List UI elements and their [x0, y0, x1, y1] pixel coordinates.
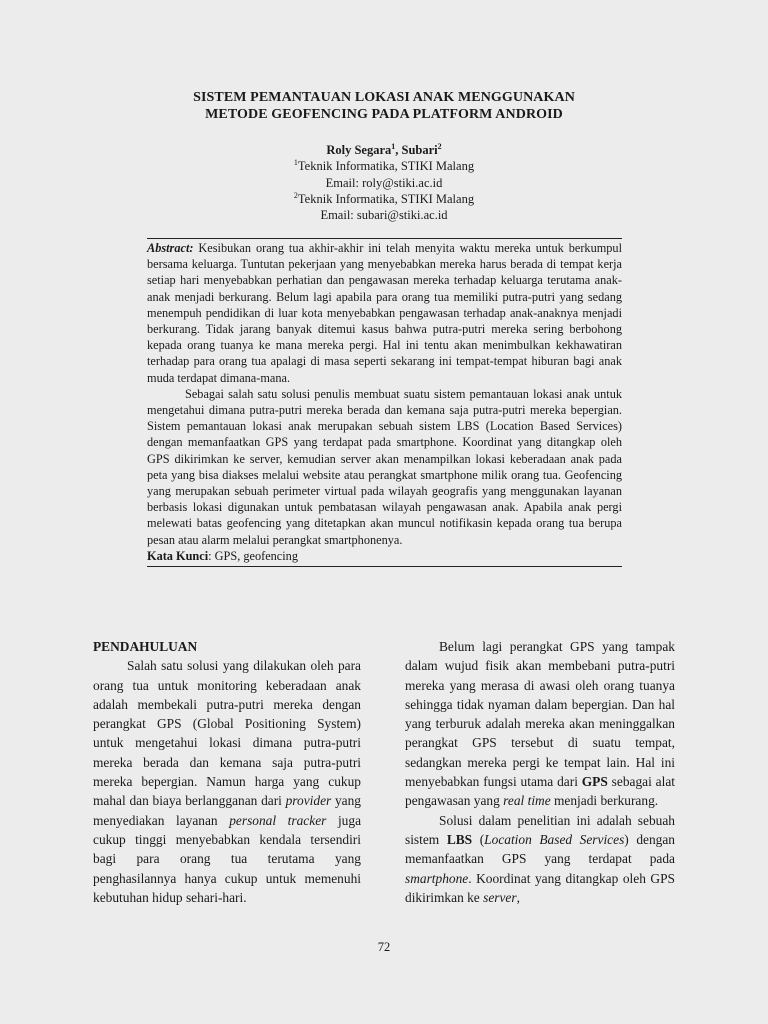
affiliation-1-sup: 1 [293, 158, 298, 168]
title-line-1: SISTEM PEMANTAUAN LOKASI ANAK MENGGUNAKAN [193, 90, 575, 105]
abstract-box [147, 238, 622, 567]
left-text-a: Salah satu solusi yang dilakukan oleh para orang tua untuk monitoring keberadaan anak adalah membekali putra-putri mereka dengan perangkat GPS (Global Positioning System) untuk mengetahui lokasi dimana putra-putri mereka berada dan kemana saja putra-putri mereka bepergian. Namun harga yang cukup mahal dan biaya berlangganan dari [93, 658, 361, 809]
right-bold-lbs: LBS [446, 831, 473, 847]
author-2: , Subari [395, 143, 438, 157]
right-p2-text-d: . Koordinat yang ditangkap oleh GPS dikirimkan ke [405, 870, 675, 905]
keywords-label: Kata Kunci [147, 548, 209, 563]
email-2: Email: subari@stiki.ac.id [320, 208, 448, 223]
right-p2-text-c: ) dengan memanfaatkan GPS yang terdapat pada [405, 831, 675, 867]
right-column [405, 637, 675, 907]
right-paragraph-2 [405, 811, 675, 907]
right-p2-text-a: Solusi dalam penelitian ini adalah sebuah sistem [405, 812, 675, 847]
right-text-c: menjadi berkurang. [550, 793, 659, 809]
left-paragraph-1 [93, 656, 361, 907]
right-text-a: Belum lagi perangkat GPS yang tampak dalam wujud fisik akan membebani putra-putri mereka yang merasa di awasi oleh orang tuanya sehingga tidak nyaman dalam bepergian. Dan hal yang terburuk adalah mereka akan meninggalkan perangkat GPS tersebut di suatu tempat, sedangkan mereka pergi ke tempat lain. Hal ini menyebabkan fungsi utama dari [405, 639, 675, 790]
email-1: Email: roly@stiki.ac.id [325, 175, 443, 190]
right-bold-gps: GPS [581, 774, 608, 790]
right-italic-lbs: Location Based Services [484, 831, 625, 847]
author-1: Roly Segara [326, 143, 392, 157]
keywords-text: : GPS, geofencing [208, 548, 298, 563]
title-line-2: METODE GEOFENCING PADA PLATFORM ANDROID [205, 107, 563, 122]
affiliation-2-sup: 2 [293, 190, 298, 200]
affiliation-1-text: Teknik Informatika, STIKI Malang [297, 159, 475, 174]
right-italic-realtime: real time [503, 793, 551, 809]
right-paragraph-1 [405, 637, 675, 811]
affiliation-1 [0, 158, 768, 174]
author-block [0, 142, 768, 223]
right-p2-text-b: ( [472, 831, 485, 847]
abstract-paragraph-2: Sebagai salah satu solusi penulis membuat suatu sistem pemantauan lokasi anak untuk mengetahui dimana putra-putri mereka berada dan kemana saja putra-putri mereka bepergian. Sistem pemantauan lokasi anak merupakan sebuah sistem LBS (Location Based Services) dengan memanfaatkan GPS yang terdapat pada smartphone. Koordinat yang ditangkap oleh GPS dikirimkan ke server, kemudian server akan menampilkan lokasi keberadaan anak pada peta yang bisa diakses melalui website atau perangkat smartphone milik orang tua. Geofencing yang merupakan sebuah perimeter virtual pada wilayah geografis yang menggunakan layanan berbasis lokasi digunakan untuk pembatasan wilayah pengawasan anak. Apabila anak pergi melewati batas geofencing yang ditetapkan akan muncul notifikasin kepada orang tua berupa pesan atau alarm melalui perangkat smartphonenya. [147, 386, 622, 547]
left-text-b: yang menyediakan layanan [93, 793, 361, 828]
right-text-b: sebagai alat pengawasan yang [405, 774, 675, 809]
affiliation-2 [0, 191, 768, 207]
right-p2-text-e: , [516, 889, 520, 905]
abstract-paragraph-1 [147, 240, 622, 386]
page-number: 72 [377, 940, 391, 954]
abstract-text-1: Kesibukan orang tua akhir-akhir ini telah menyita waktu mereka untuk berkumpul bersama keluarga. Tuntutan pekerjaan yang menyebabkan mereka harus berada di tempat kerja setiap hari menyebabkan perhatian dan pengawasan mereka terhadap keluarga terutama anak-anak menjadi berkurang. Belum lagi apabila para orang tua memiliki putra-putri yang sedang menempuh pendidikan di luar kota menyebabkan pengawasan terhadap anak-anaknya menjadi berkurang. Tidak jarang banyak ditemui kasus bahwa putra-putri mereka sering berbohong kepada orang tuanya ke mana mereka pergi. Hal ini tentu akan menimbulkan kekhawatiran terhadap para orang tua apalagi di masa seperti sekarang ini tempat-tempat hiburan bagi anak muda terdapat dimana-mana. [147, 241, 622, 385]
right-italic-server: server [483, 889, 517, 905]
left-italic-provider: provider [285, 793, 332, 809]
left-italic-tracker: personal tracker [229, 812, 327, 828]
section-heading: PENDAHULUAN [93, 639, 198, 654]
affiliation-2-text: Teknik Informatika, STIKI Malang [297, 191, 475, 206]
author-1-sup: 1 [391, 141, 396, 151]
abstract-label: Abstract: [147, 241, 194, 255]
keywords [147, 548, 622, 564]
left-text-c: juga cukup tinggi menyebabkan kendala tersendiri bagi para orang tua terutama yang penghasilannya hanya cukup untuk memenuhi kebutuhan hidup sehari-hari. [93, 812, 362, 905]
right-italic-smartphone: smartphone [405, 870, 469, 886]
left-column [93, 637, 361, 907]
author-names [0, 142, 768, 158]
paper-title [0, 89, 768, 123]
author-2-sup: 2 [437, 141, 442, 151]
